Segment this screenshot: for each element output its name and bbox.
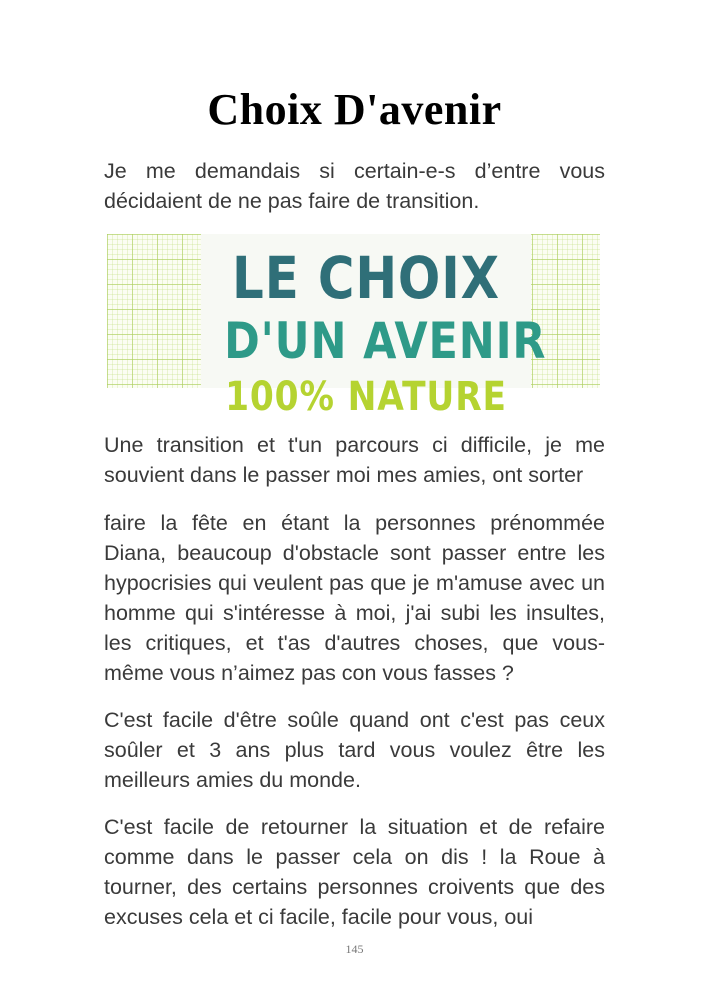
page-number: 145 xyxy=(345,942,364,956)
paragraph-3: faire la fête en étant la personnes prénommée Diana, beaucoup d'obstacle sont passer entre les hypocrisies qui veulent pas que je m'amuse avec un homme qui s'intéresse à moi, j'ai subi les insultes, les critiques, et t'as d'autres choses, que vous-même vous n’aimez pas con vous fasses ? xyxy=(104,511,605,685)
paragraph-2: Une transition et t'un parcours ci difficile, je me souvient dans le passer moi mes amies, ont sorter xyxy=(104,433,605,487)
paragraph-5: C'est facile de retourner la situation et de refaire comme dans le passer cela on dis ! la Roue à tourner, des certains personnes croivents que des excuses cela et ci facile, facile pour vous, oui xyxy=(104,815,605,929)
page-title: Choix D'avenir xyxy=(207,85,502,134)
book-cover-card xyxy=(201,234,547,420)
cover-title-line-3: 100% NATURE xyxy=(225,374,507,420)
paragraph-1: Je me demandais si certain-e-s d’entre vous décidaient de ne pas faire de transition. xyxy=(104,159,605,213)
book-cover-image xyxy=(107,234,600,420)
paragraph-4: C'est facile d'être soûle quand ont c'est pas ceux soûler et 3 ans plus tard vous voulez être les meilleurs amies du monde. xyxy=(104,708,605,792)
cover-title-line-2: D'UN AVENIR xyxy=(224,312,547,370)
cover-title-line-1: LE CHOIX xyxy=(232,244,500,312)
